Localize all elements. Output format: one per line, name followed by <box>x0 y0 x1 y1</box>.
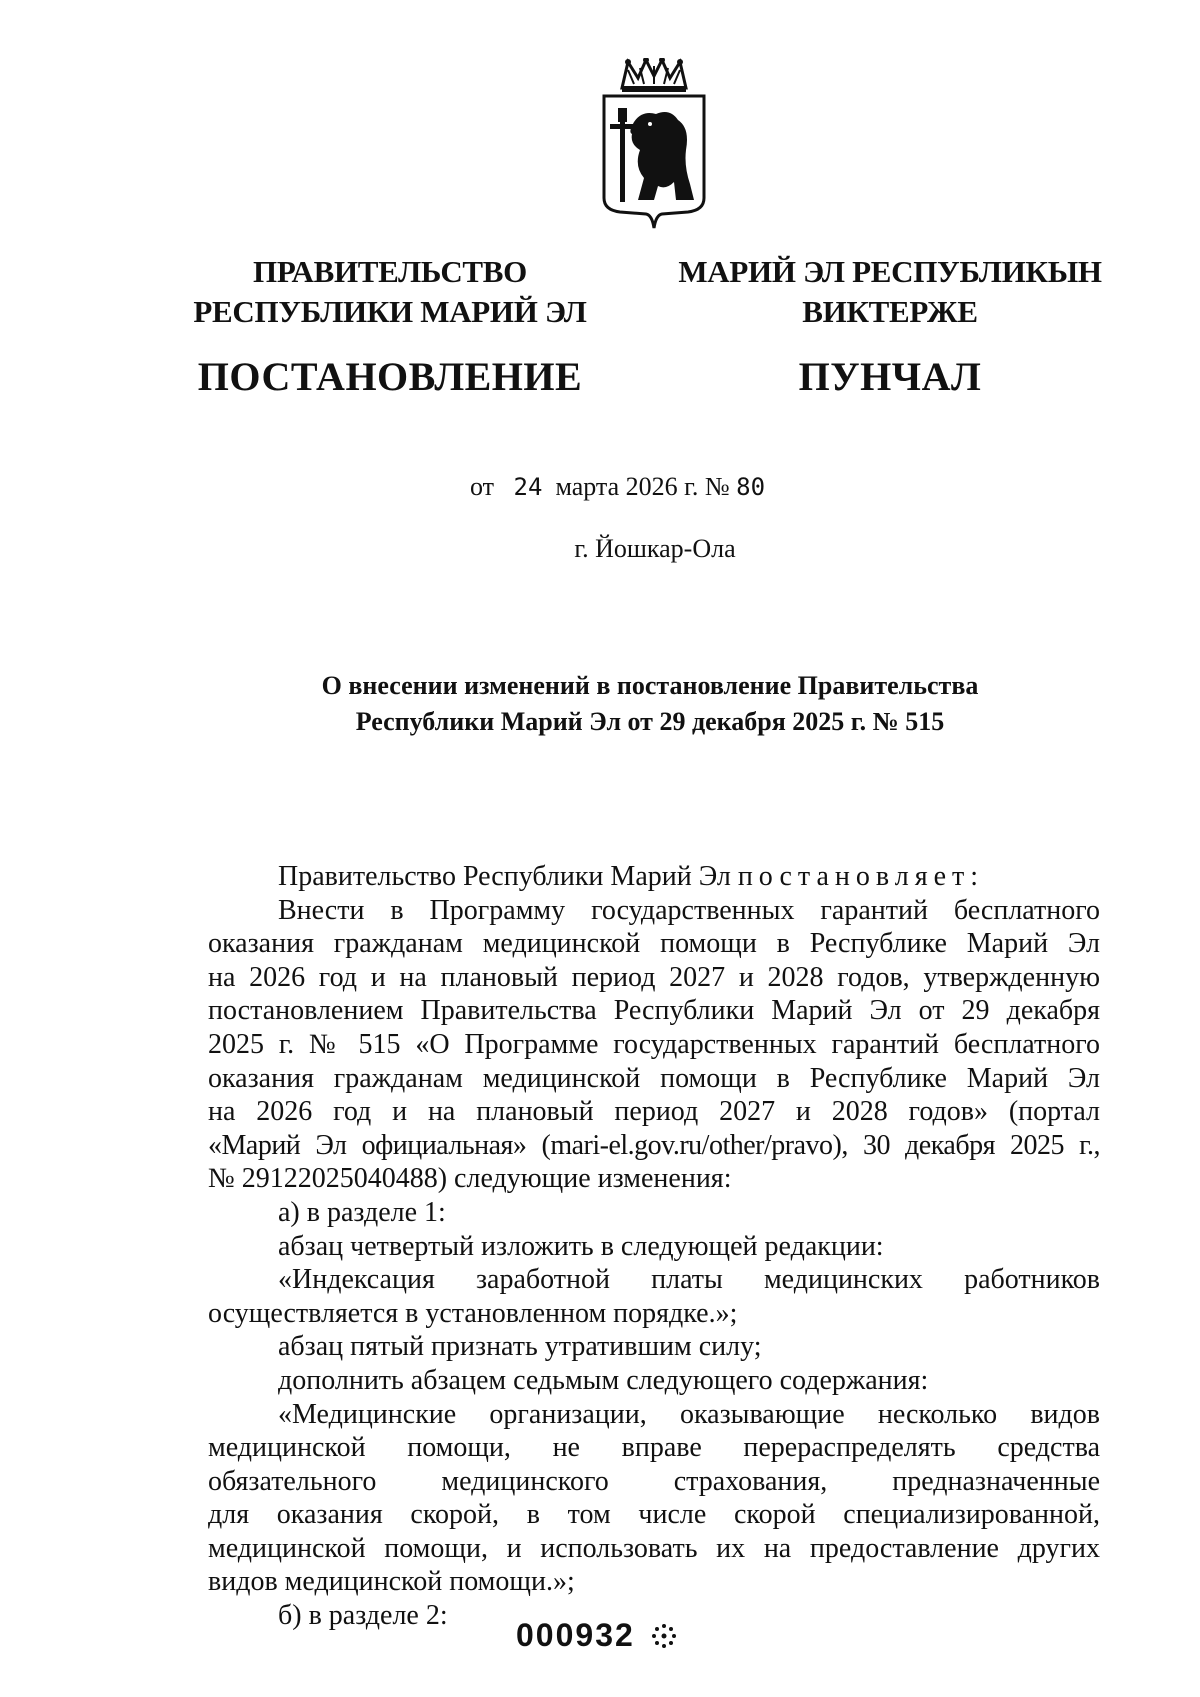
quote2-line-3: обязательного медицинского страхования, предназначенные <box>208 1465 1100 1497</box>
document-number: 80 <box>736 473 766 501</box>
title-line2: Республики Марий Эл от 29 декабря 2025 г. № 515 <box>355 707 945 736</box>
quote2-line-4: для оказания скорой, в том числе скорой специализированной, <box>208 1499 1100 1531</box>
quote2-line-2: медицинской помощи, не вправе перераспределять средства <box>208 1432 1100 1464</box>
coat-of-arms <box>598 58 710 230</box>
org-name-ru-line2: РЕСПУБЛИКИ МАРИЙ ЭЛ <box>193 294 587 329</box>
intro-text: Правительство Республики Марий Эл <box>278 861 738 892</box>
quote1-line-2: осуществляется в установленном порядке.»; <box>208 1297 738 1329</box>
item-a-para-2: абзац пятый признать утратившим силу; <box>278 1331 762 1363</box>
document-date <box>470 472 765 502</box>
main-line-2: оказания гражданам медицинской помощи в Республике Марий Эл <box>208 928 1100 960</box>
org-name-mari-line1: МАРИЙ ЭЛ РЕСПУБЛИКЫН <box>678 254 1102 289</box>
document-body <box>208 860 1100 1633</box>
main-line-3: на 2026 год и на плановый период 2027 и 2028 годов, утвержденную <box>208 961 1100 993</box>
item-a-para-3: дополнить абзацем седьмым следующего содержания: <box>278 1364 929 1396</box>
main-line-5: 2025 г. № 515 «О Программе государственных гарантий бесплатного <box>208 1028 1100 1060</box>
date-prefix: от <box>470 472 495 501</box>
item-a: а) в разделе 1: <box>278 1196 446 1228</box>
title-line1: О внесении изменений в постановление Правительства <box>321 671 979 700</box>
doctype-ru: ПОСТАНОВЛЕНИЕ <box>197 354 583 399</box>
document-title <box>200 668 1100 740</box>
serial-number: 000932 <box>516 1617 635 1653</box>
org-name-ru-line1: ПРАВИТЕЛЬСТВО <box>253 254 527 289</box>
item-a-para-1: абзац четвертый изложить в следующей редакции: <box>278 1230 884 1262</box>
main-line-9: № 29122025040488) следующие изменения: <box>208 1163 732 1195</box>
quote1-line-1: «Индексация заработной платы медицинских работников <box>278 1264 1100 1296</box>
quote2-line-5: медицинской помощи, и использовать их на предоставление других <box>208 1532 1100 1564</box>
city: г. Йошкар-Ола <box>574 534 736 563</box>
header-right <box>665 252 1115 402</box>
date-day: 24 <box>513 473 543 501</box>
org-name-mari-line2: ВИКТЕРЖЕ <box>802 294 978 329</box>
main-line-8: «Марий Эл официальная» (mari-el.gov.ru/other/pravo), 30 декабря 2025 г., <box>208 1129 1100 1161</box>
doctype-mari: ПУНЧАЛ <box>798 354 982 399</box>
intro-paragraph <box>208 860 1100 894</box>
main-line-6: оказания гражданам медицинской помощи в Республике Марий Эл <box>208 1062 1100 1094</box>
main-line-7: на 2026 год и на плановый период 2027 и 2028 годов» (портал <box>208 1096 1100 1128</box>
footer-stamp <box>516 1617 677 1654</box>
quote2-line-6: видов медицинской помощи.»; <box>208 1566 575 1598</box>
item-b: б) в разделе 2: <box>278 1600 448 1632</box>
date-month-year: марта 2026 г. № <box>555 472 730 501</box>
ornament-star-icon <box>651 1623 677 1649</box>
main-line-1: Внести в Программу государственных гарантий бесплатного <box>278 894 1100 926</box>
quote2-line-1: «Медицинские организации, оказывающие несколько видов <box>278 1398 1100 1430</box>
coat-of-arms-bear-icon <box>598 58 710 230</box>
crown-icon <box>622 58 686 92</box>
header-left <box>180 252 600 402</box>
main-line-4: постановлением Правительства Республики Марий Эл от 29 декабря <box>208 995 1100 1027</box>
intro-spaced-verb: постановляет: <box>737 861 985 892</box>
